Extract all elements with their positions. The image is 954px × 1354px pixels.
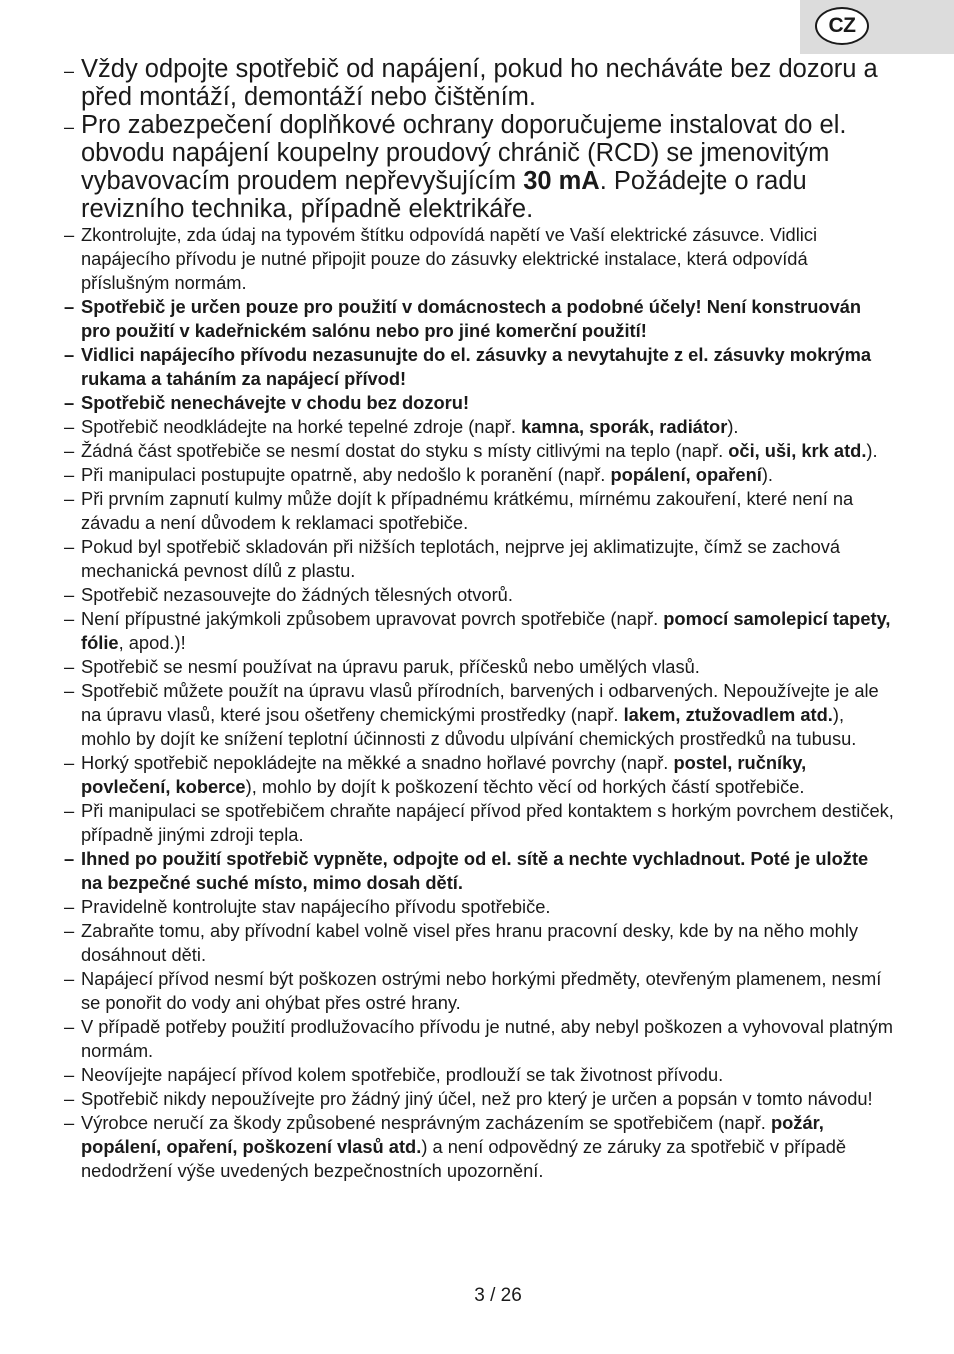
bullet-dash: – [64,488,75,509]
item-text: Při prvním zapnutí kulmy může dojít k případnému krátkému, mírnému zakouření, které není na závadu a není důvodem k reklamaci spotřebiče. [81,488,854,533]
bullet-dash: – [64,61,75,81]
bullet-dash: – [64,1016,75,1037]
item-text: ). [866,440,878,461]
bullet-dash: – [64,800,75,821]
emphasis-text: pomocí samolepicí tapety, fólie [81,608,891,653]
list-item [64,343,894,391]
bullet-dash: – [64,440,75,461]
bullet-dash: – [64,1088,75,1109]
item-text: Při manipulaci se spotřebičem chraňte napájecí přívod před kontaktem s horkým povrchem destiček, případně jinými zdroji tepla. [81,800,894,845]
list-item [64,55,894,111]
item-text: Není přípustné jakýmkoli způsobem upravovat povrch spotřebiče (např. [81,608,664,629]
bullet-dash: – [64,896,75,917]
item-text: Horký spotřebič nepokládejte na měkké a snadno hořlavé povrchy (např. [81,752,674,773]
emphasis-text: požár, popálení, opaření, poškození vlasů atd. [81,1112,824,1157]
item-text: Ihned po použití spotřebič vypněte, odpojte od el. sítě a nechte vychladnout. Poté je uložte na bezpečné suché místo, mimo dosah dětí. [81,848,869,893]
bullet-dash: – [64,1112,75,1133]
list-item [64,391,894,415]
item-text: ), mohlo by dojít ke snížení teplotní účinnosti z důvodu ulpívání chemických prostředků na tubusu. [81,704,857,749]
list-item [64,751,894,799]
item-text: Pokud byl spotřebič skladován při nižších teplotách, nejprve jej aklimatizujte, čímž se zachová mechanická pevnost dílů z plastu. [81,536,841,581]
item-text: ). [727,416,739,437]
item-text: Zabraňte tomu, aby přívodní kabel volně visel přes hranu pracovní desky, kde by na něho mohly dosáhnout děti. [81,920,859,965]
bullet-dash: – [64,344,75,365]
item-text: Spotřebič můžete použít na úpravu vlasů přírodních, barvených i odbarvených. Nepoužívejte je ale na úpravu vlasů, které jsou ošetřeny chemickými prostředky (např. [81,680,879,725]
list-item [64,1087,894,1111]
emphasis-text: 30 mA [523,167,600,195]
list-item [64,463,894,487]
emphasis-text: kamna, sporák, radiátor [521,416,728,437]
item-text: Spotřebič se nesmí používat na úpravu paruk, příčesků nebo umělých vlasů. [81,656,700,677]
list-item [64,295,894,343]
item-text: Vždy odpojte spotřebič od napájení, pokud ho necháváte bez dozoru a před montáží, demontáží nebo čištěním. [81,55,878,111]
list-item [64,1015,894,1063]
bullet-dash: – [64,296,75,317]
list-item [64,111,894,223]
emphasis-text: popálení, opaření [610,464,762,485]
list-item [64,487,894,535]
bullet-dash: – [64,536,75,557]
list-item [64,655,894,679]
page-number: 3 / 26 [474,1285,522,1306]
item-text: Zkontrolujte, zda údaj na typovém štítku odpovídá napětí ve Vaší elektrické zásuvce. Vidlici napájecího přívodu je nutné připojit pouze do zásuvky elektrické instalace, která odpovídá příslušným normám. [81,224,818,293]
safety-instructions-list [64,55,894,1183]
item-text: Vidlici napájecího přívodu nezasunujte do el. zásuvky a nevytahujte z el. zásuvky mokrýma rukama a taháním za napájecí přívod! [81,344,872,389]
list-item [64,895,894,919]
list-item [64,967,894,1015]
bullet-dash: – [64,656,75,677]
item-text: . Požádejte o radu revizního technika, případně elektrikáře. [81,167,807,223]
list-item [64,799,894,847]
bullet-dash: – [64,1064,75,1085]
bullet-dash: – [64,117,75,137]
emphasis-text: lakem, ztužovadlem atd. [623,704,833,725]
bullet-dash: – [64,392,75,413]
item-text: Napájecí přívod nesmí být poškozen ostrými nebo horkými předměty, otevřeným plamenem, nesmí se ponořit do vody ani ohýbat přes ostré hrany. [81,968,882,1013]
item-text: ), mohlo by dojít k poškození těchto věcí od horkých částí spotřebiče. [245,776,805,797]
list-item [64,1063,894,1087]
bullet-dash: – [64,464,75,485]
item-text: Při manipulaci postupujte opatrně, aby nedošlo k poranění (např. [81,464,611,485]
language-tab [800,0,954,54]
item-text: Spotřebič nezasouvejte do žádných tělesných otvorů. [81,584,513,605]
item-text: Spotřebič nikdy nepoužívejte pro žádný jiný účel, než pro který je určen a popsán v tomto návodu! [81,1088,873,1109]
item-text: Spotřebič je určen pouze pro použití v domácnostech a podobné účely! Není konstruován pro použití v kadeřnickém salónu nebo pro jiné komerční použití! [81,296,862,341]
bullet-dash: – [64,920,75,941]
bullet-dash: – [64,968,75,989]
list-item [64,607,894,655]
bullet-dash: – [64,680,75,701]
emphasis-text: oči, uši, krk atd. [728,440,867,461]
list-item [64,847,894,895]
item-text: Spotřebič nenechávejte v chodu bez dozoru! [81,392,470,413]
list-item [64,535,894,583]
item-text: Spotřebič neodkládejte na horké tepelné zdroje (např. [81,416,522,437]
list-item [64,439,894,463]
bullet-dash: – [64,584,75,605]
item-text: ). [761,464,774,485]
list-item [64,919,894,967]
item-text: Pravidelně kontrolujte stav napájecího přívodu spotřebiče. [81,896,551,917]
item-text: Výrobce neručí za škody způsobené nesprávným zacházením se spotřebičem (např. [81,1112,771,1133]
item-text: , apod.)! [118,632,186,653]
list-item [64,1111,894,1183]
item-text: ) a není odpovědný ze záruky za spotřebič v případě nedodržení výše uvedených bezpečnostních upozornění. [81,1136,847,1181]
item-text: Neovíjejte napájecí přívod kolem spotřebiče, prodlouží se tak životnost přívodu. [81,1064,724,1085]
bullet-dash: – [64,416,75,437]
language-badge: CZ [815,7,869,45]
item-text: Pro zabezpečení doplňkové ochrany doporučujeme instalovat do el. obvodu napájení koupelny proudový chránič (RCD) se jmenovitým vybavovacím proudem nepřevyšujícím [81,111,847,195]
item-text: Žádná část spotřebiče se nesmí dostat do styku s místy citlivými na teplo (např. [81,440,729,461]
list-item [64,415,894,439]
bullet-dash: – [64,848,75,869]
bullet-dash: – [64,608,75,629]
bullet-dash: – [64,752,75,773]
bullet-dash: – [64,224,75,245]
item-text: V případě potřeby použití prodlužovacího přívodu je nutné, aby nebyl poškozen a vyhovoval platným normám. [81,1016,893,1061]
list-item [64,223,894,295]
list-item [64,583,894,607]
emphasis-text: postel, ručníky, povlečení, koberce [81,752,807,797]
list-item [64,679,894,751]
